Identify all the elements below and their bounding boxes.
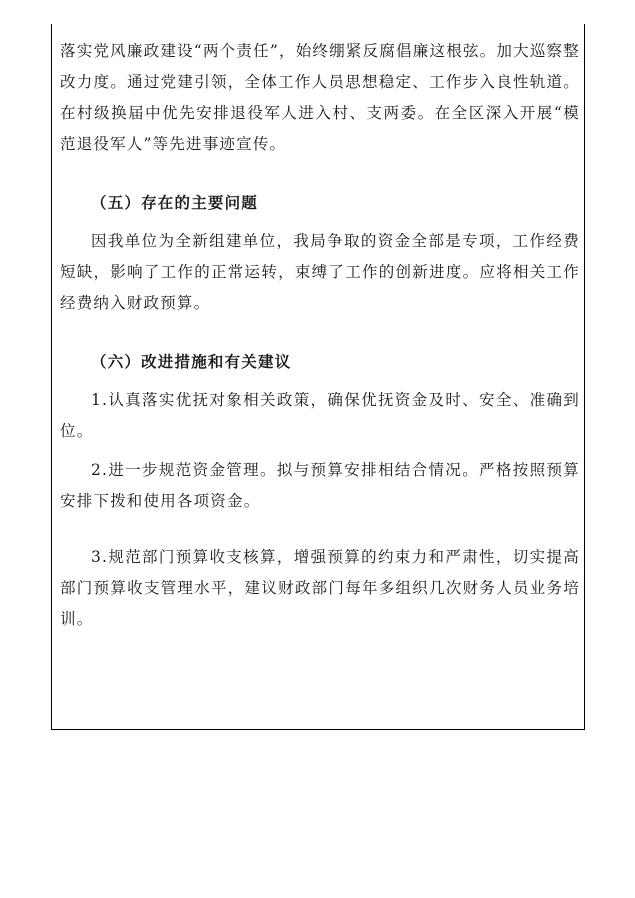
document-body	[60, 36, 580, 635]
section-6-heading: （六）改进措施和有关建议	[91, 352, 292, 371]
section-6-item-3: 3.规范部门预算收支核算，增强预算的约束力和严肃性，切实提高部门预算收支管理水平，建议财政部门每年多组织几次财务人员业务培训。	[60, 548, 580, 628]
opening-paragraph: 落实党风廉政建设“两个责任”，始终绷紧反腐倡廉这根弦。加大巡察整改力度。通过党建引领，全体工作人员思想稳定、工作步入良性轨道。在村级换届中优先安排退役军人进入村、支两委。在全区深入开展“模范退役军人”等先进事迹宣传。	[60, 42, 580, 153]
section-5-heading: （五）存在的主要问题	[91, 193, 259, 212]
section-5-body: 因我单位为全新组建单位，我局争取的资金全部是专项，工作经费短缺，影响了工作的正常运转，束缚了工作的创新进度。应将相关工作经费纳入财政预算。	[60, 232, 580, 312]
section-6-item-1: 1.认真落实优抚对象相关政策，确保优抚资金及时、安全、准确到位。	[60, 391, 580, 440]
section-6-item-2: 2.进一步规范资金管理。拟与预算安排相结合情况。严格按照预算安排下拨和使用各项资金。	[60, 461, 580, 510]
